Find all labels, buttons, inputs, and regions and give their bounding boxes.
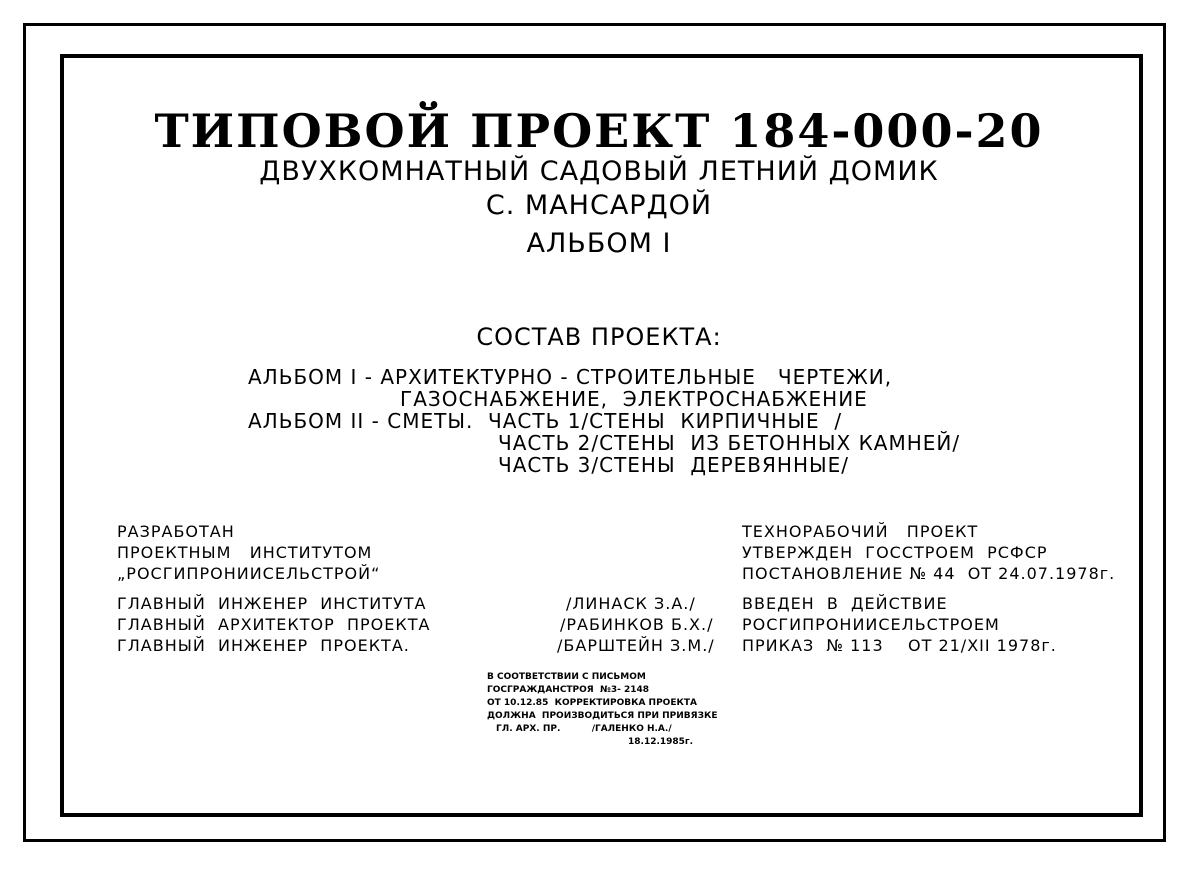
developer-line: „РОСГИПРОНИИСЕЛЬСТРОЙ“: [117, 564, 381, 583]
note-line: ГОСГРАЖДАНСТРОЯ №3- 2148: [487, 685, 650, 695]
note-line: В СООТВЕТСТВИИ С ПИСЬМОМ: [487, 672, 646, 682]
developer-line: РАЗРАБОТАН: [117, 522, 235, 541]
developer-line: ПРОЕКТНЫМ ИНСТИТУТОМ: [117, 543, 373, 562]
approval-line: УТВЕРЖДЕН ГОССТРОЕМ РСФСР: [742, 543, 1048, 562]
project-title: ТИПОВОЙ ПРОЕКТ 184-000-20: [154, 104, 1044, 158]
note-line: ГЛ. АРХ. ПР. /ГАЛЕНКО Н.А./: [496, 724, 672, 734]
signatory-name: /РАБИНКОВ Б.Х./: [560, 615, 714, 634]
developer-line: ГЛАВНЫЙ АРХИТЕКТОР ПРОЕКТА: [117, 615, 431, 634]
composition-line: АЛЬБОМ I - АРХИТЕКТУРНО - СТРОИТЕЛЬНЫЕ ЧЕРТЕЖИ,: [248, 365, 893, 389]
approval-line: ВВЕДЕН В ДЕЙСТВИЕ: [742, 594, 948, 613]
approval-line: РОСГИПРОНИИСЕЛЬСТРОЕМ: [742, 615, 1000, 634]
note-line: ОТ 10.12.85 КОРРЕКТИРОВКА ПРОЕКТА: [487, 698, 697, 708]
composition-line: ГАЗОСНАБЖЕНИЕ, ЭЛЕКТРОСНАБЖЕНИЕ: [400, 387, 868, 411]
project-subtitle: ДВУХКОМНАТНЫЙ САДОВЫЙ ЛЕТНИЙ ДОМИК: [259, 156, 939, 187]
signatory-name: /БАРШТЕЙН З.М./: [557, 636, 715, 655]
note-date: 18.12.1985г.: [628, 737, 694, 747]
developer-line: ГЛАВНЫЙ ИНЖЕНЕР ИНСТИТУТА: [117, 594, 427, 613]
composition-line: АЛЬБОМ II - СМЕТЫ. ЧАСТЬ 1/СТЕНЫ КИРПИЧНЫЕ /: [248, 409, 843, 433]
signatory-name: /ЛИНАСК З.А./: [566, 594, 696, 613]
approval-line: ТЕХНОРАБОЧИЙ ПРОЕКТ: [742, 522, 979, 541]
composition-heading: СОСТАВ ПРОЕКТА:: [476, 323, 722, 351]
approval-line: ПРИКАЗ № 113 ОТ 21/XII 1978г.: [742, 636, 1057, 655]
composition-line: ЧАСТЬ 3/СТЕНЫ ДЕРЕВЯННЫЕ/: [498, 453, 850, 477]
project-subtitle-2: С. МАНСАРДОЙ: [485, 190, 713, 221]
developer-line: ГЛАВНЫЙ ИНЖЕНЕР ПРОЕКТА.: [117, 636, 410, 655]
approval-line: ПОСТАНОВЛЕНИЕ № 44 ОТ 24.07.1978г.: [742, 564, 1116, 583]
composition-line: ЧАСТЬ 2/СТЕНЫ ИЗ БЕТОННЫХ КАМНЕЙ/: [498, 431, 961, 455]
album-number: АЛЬБОМ I: [526, 228, 672, 259]
note-line: ДОЛЖНА ПРОИЗВОДИТЬСЯ ПРИ ПРИВЯЗКЕ: [487, 711, 718, 721]
